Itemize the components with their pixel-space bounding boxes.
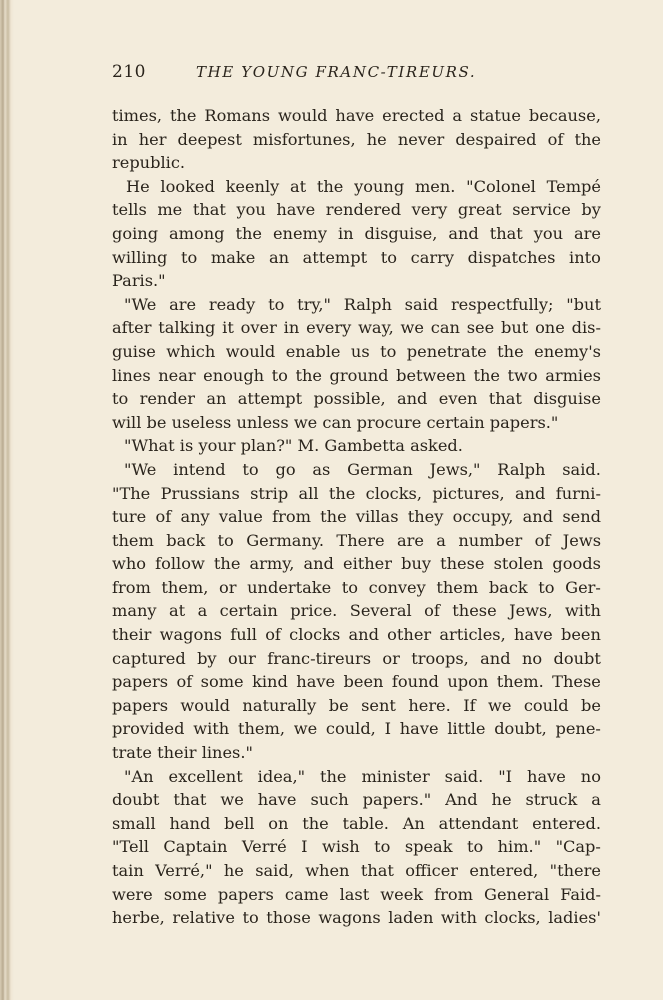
text-line: going among the enemy in disguise, and that you are [112,223,601,243]
text-line: doubt that we have such papers." And he struck a [112,790,601,810]
text-line: guise which would enable us to penetrate the enemy's [112,341,601,361]
text-line: small hand bell on the table. An attendant entered. [112,813,601,833]
text-line: times, the Romans would have erected a statue because, [112,106,601,125]
text-line: many at a certain price. Several of these Jews, with [112,601,601,621]
text-line: them back to Germany. There are a number of Jews [112,530,601,550]
text-line: to render an attempt possible, and even that disguise [112,389,601,409]
text-line: papers of some kind have been found upon them. These [112,672,601,692]
text-line: Paris." [112,271,166,291]
text-line: "The Prussians strip all the clocks, pictures, and furni- [112,483,601,503]
text-line: willing to make an attempt to carry dispatches into [112,247,601,267]
body-text [112,104,601,930]
text-line: tells me that you have rendered very great service by [112,200,601,220]
text-line: after talking it over in every way, we can see but one dis- [112,318,601,338]
text-line: from them, or undertake to convey them back to Ger- [112,577,601,597]
text-line: provided with them, we could, I have little doubt, pene- [112,719,601,739]
text-line: "We intend to go as German Jews," Ralph said. [124,459,601,479]
text-line: in her deepest misfortunes, he never despaired of the [112,129,601,149]
text-line: lines near enough to the ground between the two armies [112,365,601,385]
text-line: tain Verré," he said, when that officer entered, "there [112,861,601,880]
text-line: "What is your plan?" M. Gambetta asked. [124,436,463,456]
text-line: were some papers came last week from General Faid- [112,884,601,904]
text-line: who follow the army, and either buy these stolen goods [112,554,601,574]
text-line: "We are ready to try," Ralph said respectfully; "but [124,294,601,314]
running-title: THE YOUNG FRANC-TIREURS. [196,63,477,81]
text-line: "Tell Captain Verré I wish to speak to him." "Cap- [112,837,601,857]
text-line: ture of any value from the villas they occupy, and send [112,507,601,527]
page-header [112,62,601,86]
text-line: republic. [112,153,186,173]
page-number: 210 [112,62,146,82]
text-line: He looked keenly at the young men. "Colonel Tempé [126,176,601,196]
book-binding-edge [0,0,14,1000]
book-page [112,62,601,930]
text-line: trate their lines." [112,743,253,763]
text-line: will be useless unless we can procure certain papers." [112,412,559,432]
text-line: papers would naturally be sent here. If we could be [112,695,601,715]
text-line: captured by our franc-tireurs or troops, and no doubt [112,648,601,668]
text-line: "An excellent idea," the minister said. "I have no [124,766,601,786]
text-line: herbe, relative to those wagons laden with clocks, ladies' [112,908,601,928]
text-line: their wagons full of clocks and other articles, have been [112,625,601,645]
